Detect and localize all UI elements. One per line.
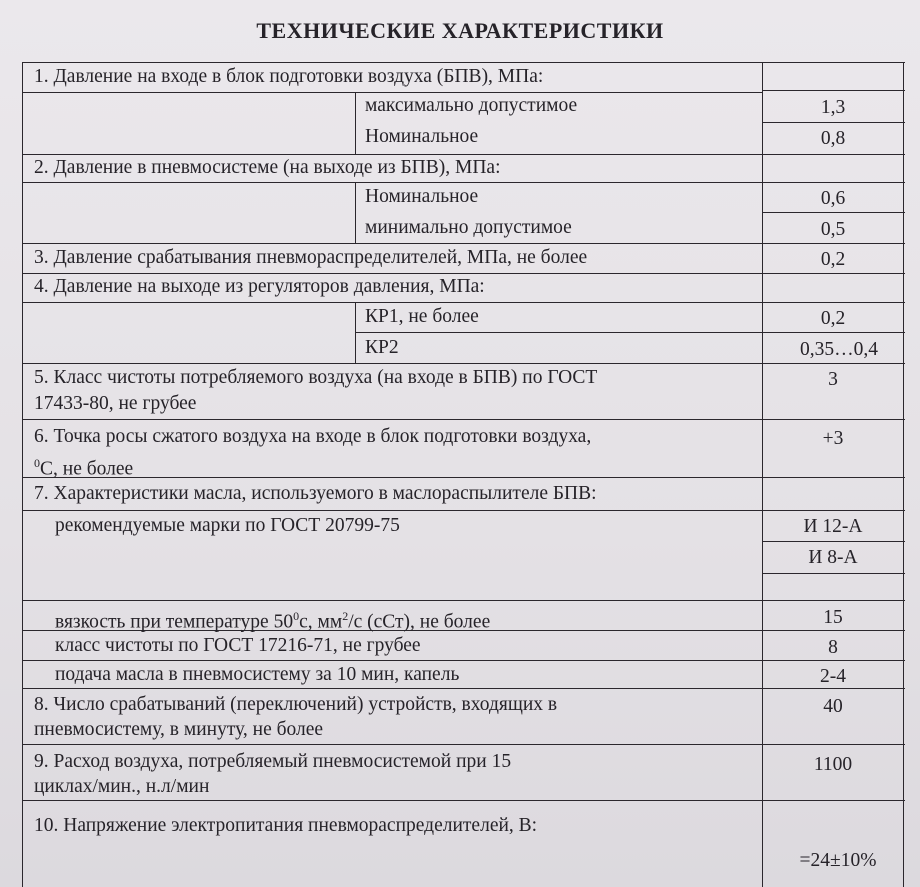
row-8-label-line1: 8. Число срабатываний (переключений) устройств, входящих в: [34, 694, 558, 715]
rule: [22, 660, 905, 661]
row-9-label-line2: циклах/мин., н.л/мин: [34, 776, 210, 797]
row-4-label: 4. Давление на выходе из регуляторов давления, МПа:: [34, 276, 485, 297]
rule: [903, 62, 904, 887]
row-7c-label: класс чистоты по ГОСТ 17216-71, не грубее: [55, 635, 421, 656]
square-superscript: 2: [342, 609, 349, 623]
row-7b-label-mid: с, мм: [299, 611, 343, 633]
row-7d-value: 2-4: [820, 666, 846, 687]
row-8-label-line2: пневмосистему, в минуту, не более: [34, 719, 324, 740]
rule: [22, 477, 905, 478]
rule: [762, 212, 905, 213]
row-9-value: 1100: [813, 754, 853, 775]
row-6-label-line1: 6. Точка росы сжатого воздуха на входе в блок подготовки воздуха,: [34, 426, 592, 447]
row-6-label-line2: [34, 450, 133, 483]
row-6-label-line2-text: С, не более: [40, 458, 134, 480]
degree-superscript: 0: [34, 456, 40, 470]
row-4b-label: КР2: [365, 337, 399, 358]
rule: [762, 122, 905, 123]
rule: [762, 62, 763, 887]
rule: [355, 182, 356, 243]
rule: [22, 363, 905, 364]
row-7c-value: 8: [828, 637, 838, 658]
row-7d-label: подача масла в пневмосистему за 10 мин, капель: [55, 664, 460, 685]
row-1a-value: 1,3: [820, 97, 846, 118]
row-4a-label: КР1, не более: [365, 306, 479, 327]
rule: [355, 92, 356, 154]
row-4a-value: 0,2: [820, 308, 846, 329]
rule: [22, 510, 905, 511]
row-7b-label-pre: вязкость при температуре 50: [55, 611, 294, 633]
row-2b-value: 0,5: [820, 219, 846, 240]
rule: [22, 688, 905, 689]
row-10-label: 10. Напряжение электропитания пневмораспределителей, В:: [34, 815, 538, 836]
row-8-value: 40: [823, 696, 843, 717]
row-1a-label: максимально допустимое: [365, 95, 578, 116]
rule: [22, 62, 905, 63]
row-7a-label: рекомендуемые марки по ГОСТ 20799-75: [55, 515, 400, 536]
row-1b-value: 0,8: [820, 128, 846, 149]
rule: [22, 243, 905, 244]
row-4b-value: 0,35…0,4: [800, 339, 878, 360]
rule: [22, 744, 905, 745]
rule: [22, 419, 905, 420]
row-3-value: 0,2: [820, 249, 846, 270]
row-1b-label: Номинальное: [365, 126, 479, 147]
rule: [355, 332, 905, 333]
row-6-value: +3: [822, 428, 844, 449]
row-7-label: 7. Характеристики масла, используемого в маслораспылителе БПВ:: [34, 483, 597, 504]
rule: [762, 573, 905, 574]
row-2a-value: 0,6: [820, 188, 846, 209]
row-5-label-line1: 5. Класс чистоты потребляемого воздуха (на входе в БПВ) по ГОСТ: [34, 367, 598, 388]
row-3-label: 3. Давление срабатывания пневмораспределителей, МПа, не более: [34, 247, 588, 268]
row-2b-label: минимально допустимое: [365, 217, 572, 238]
row-5-label-line2: 17433-80, не грубее: [34, 393, 197, 414]
row-10-value: =24±10%: [799, 850, 877, 871]
row-5-value: 3: [828, 369, 838, 390]
rule: [355, 302, 356, 363]
rule: [22, 600, 905, 601]
row-7a-value-1: И 12-А: [803, 516, 863, 537]
rule: [22, 302, 905, 303]
row-9-label-line1: 9. Расход воздуха, потребляемый пневмосистемой при 15: [34, 751, 512, 772]
row-1-label: 1. Давление на входе в блок подготовки воздуха (БПВ), МПа:: [34, 66, 544, 87]
row-2a-label: Номинальное: [365, 186, 479, 207]
row-7b-value: 15: [823, 607, 843, 628]
rule: [762, 90, 905, 91]
row-7b-label: [55, 603, 490, 636]
row-2-label: 2. Давление в пневмосистеме (на выходе из БПВ), МПа:: [34, 157, 501, 178]
rule: [762, 541, 905, 542]
rule: [22, 62, 23, 887]
document-title: ТЕХНИЧЕСКИЕ ХАРАКТЕРИСТИКИ: [256, 18, 664, 43]
degree-superscript: 0: [293, 609, 300, 623]
rule: [22, 800, 905, 801]
row-7b-label-post: /с (сСт), не более: [348, 611, 491, 633]
rule: [22, 182, 905, 183]
row-7a-value-2: И 8-А: [808, 547, 858, 568]
spec-table: [22, 62, 905, 887]
